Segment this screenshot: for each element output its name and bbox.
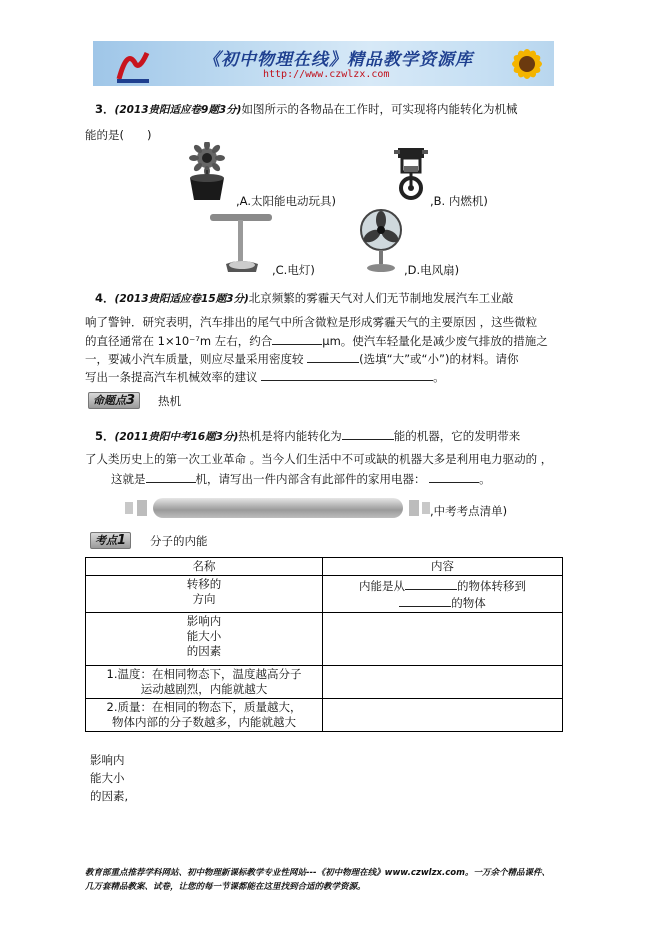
table-cell-content — [323, 699, 563, 732]
q4-text-4a: 一，要减小汽车质量，则应尽量采用密度较 — [85, 352, 304, 366]
q3-line2: 能的是( ) — [85, 128, 152, 142]
mingtidian-tag-text: 命题点 — [93, 394, 126, 407]
q5-text-1b: 能的机器，它的发明带来 — [393, 429, 521, 443]
q4-text-5b: 。 — [433, 370, 445, 384]
table-cell-content — [323, 576, 563, 613]
table-cell-content — [323, 613, 563, 666]
table-cell-name — [86, 576, 323, 613]
after-table-line2: 能大小 — [90, 771, 125, 785]
cell-text: 影响内 — [186, 614, 222, 628]
q5-blank-appliance[interactable] — [429, 470, 479, 483]
cell-text: 方向 — [192, 592, 216, 606]
cell-text: 能大小 — [186, 629, 222, 643]
q5-text-1a: 热机是将内能转化为 — [238, 429, 342, 443]
q5-line2: 了人类历史上的第一次工业革命 。当今人们生活中不可或缺的机器大多是利用电力驱动的 ， — [85, 452, 553, 466]
q4-line3 — [85, 332, 548, 349]
table-cell-name — [86, 666, 323, 699]
table-blank-to[interactable] — [399, 594, 451, 607]
q4-text-4b: (选填“大”或“小”)的材料。请你 — [359, 352, 519, 366]
mingtidian-label: 热机 — [158, 394, 181, 408]
cell-text: 2.质量：在相同的物态下，质量越大， — [106, 700, 302, 714]
q5-text-3c: 。 — [479, 472, 491, 486]
bar-deco-main — [153, 498, 403, 518]
header-banner — [93, 41, 554, 86]
table-cell-name — [86, 613, 323, 666]
q3-option-a: ,A.太阳能电动玩具) — [236, 194, 336, 208]
q5-text-3a: 这就是 — [111, 472, 146, 486]
table-row — [86, 666, 563, 699]
q4-source: (2013贵阳适应卷15题3分) — [114, 293, 249, 305]
q4-blank-suggestion[interactable] — [261, 368, 433, 381]
zhongkao-banner — [125, 496, 430, 520]
kaodian-label: 分子的内能 — [150, 534, 208, 548]
cell-text — [325, 594, 560, 611]
q4-text-1: 北京频繁的雾霾天气对人们无节制地发展汽车工业敲 — [248, 291, 514, 305]
q5-number: 5． — [95, 429, 115, 443]
mingtidian-num: 3 — [126, 393, 136, 408]
cell-text: 运动越剧烈，内能就越大 — [140, 682, 268, 696]
table-cell-content — [323, 666, 563, 699]
table-row — [86, 613, 563, 666]
after-table-line1: 影响内 — [90, 753, 125, 767]
table-header-row — [86, 558, 563, 576]
q4-line5 — [85, 368, 445, 385]
q3-option-b: ,B. 内燃机) — [430, 194, 488, 208]
q3-line1 — [95, 101, 517, 118]
cell-text: 的因素 — [186, 644, 222, 658]
q4-blank-density[interactable] — [307, 350, 359, 363]
table-row — [86, 576, 563, 613]
q5-text-3b: 机，请写出一件内部含有此部件的家用电器： — [195, 472, 426, 486]
after-table-line3: 的因素, — [90, 789, 129, 803]
cell-text-part: 内能是从 — [359, 579, 405, 593]
q4-line2: 响了警钟．研究表明，汽车排出的尾气中所含微粒是形成雾霾天气的主要原因 ，这些微粒 — [85, 315, 538, 329]
engine-image — [390, 146, 432, 200]
q3-source: (2013贵阳适应卷9题3分) — [114, 104, 242, 116]
q5-line3 — [111, 470, 491, 487]
q4-text-3b: μm。使汽车轻量化是减少废气排放的措施之 — [322, 334, 548, 348]
site-logo-icon — [113, 45, 153, 83]
q5-source: (2011贵阳中考16题3分) — [114, 431, 239, 443]
table-row — [86, 699, 563, 732]
zhongkao-label: ,中考考点清单) — [430, 504, 508, 518]
mingtidian-tag — [88, 392, 140, 409]
q4-number: 4． — [95, 291, 115, 305]
q3-option-c: ,C.电灯) — [272, 263, 315, 277]
table-blank-from[interactable] — [405, 577, 457, 590]
banner-title: 《初中物理在线》精品教学资源库 — [203, 50, 473, 70]
cell-text-part: 的物体转移到 — [457, 579, 526, 593]
bar-deco-right-2 — [422, 502, 430, 514]
q4-text-5a: 写出一条提高汽车机械效率的建议 — [85, 370, 258, 384]
table-head-name: 名称 — [86, 558, 323, 576]
solar-toy-image — [180, 142, 238, 204]
q3-text: 如图所示的各物品在工作时，可实现将内能转化为机械 — [241, 102, 518, 116]
cell-text: 转移的 — [186, 577, 222, 591]
table-head-content: 内容 — [323, 558, 563, 576]
banner-url[interactable]: http://www.czwlzx.com — [263, 69, 390, 80]
q3-number: 3． — [95, 102, 115, 116]
footer-line2: 几万套精品教案、试卷，让您的每一节课都能在这里找到合适的教学资源。 — [85, 882, 366, 892]
lamp-image — [206, 210, 276, 274]
q4-blank-um[interactable] — [272, 332, 322, 345]
knowledge-table — [85, 557, 563, 732]
q4-line1 — [95, 290, 513, 307]
sunflower-icon — [501, 43, 553, 86]
q4-line4 — [85, 350, 518, 367]
table-cell-name — [86, 699, 323, 732]
kaodian-tag — [90, 532, 131, 549]
q5-blank-energy[interactable] — [342, 427, 394, 440]
kaodian-num: 1 — [117, 533, 127, 548]
cell-text — [325, 577, 560, 594]
kaodian-tag-text: 考点 — [95, 534, 117, 547]
footer-line1: 教育部重点推荐学科网站、初中物理新课标教学专业性网站---《初中物理在线》www.czwlzx.com。一万余个精品课件、 — [85, 868, 550, 878]
bar-deco-right-1 — [409, 500, 419, 516]
cell-text: 物体内部的分子数越多，内能就越大 — [112, 715, 296, 729]
bar-deco-left-2 — [137, 500, 147, 516]
fan-image — [356, 208, 406, 274]
q4-text-3a: 的直径通常在 1×10⁻⁷m 左右，约合 — [85, 334, 273, 348]
q5-blank-machine[interactable] — [146, 470, 196, 483]
cell-text: 1.温度：在相同物态下，温度越高分子 — [106, 667, 302, 681]
q3-option-d: ,D.电风扇) — [404, 263, 460, 277]
cell-text-part: 的物体 — [451, 596, 486, 610]
q5-line1 — [95, 427, 520, 445]
bar-deco-left-1 — [125, 502, 133, 514]
